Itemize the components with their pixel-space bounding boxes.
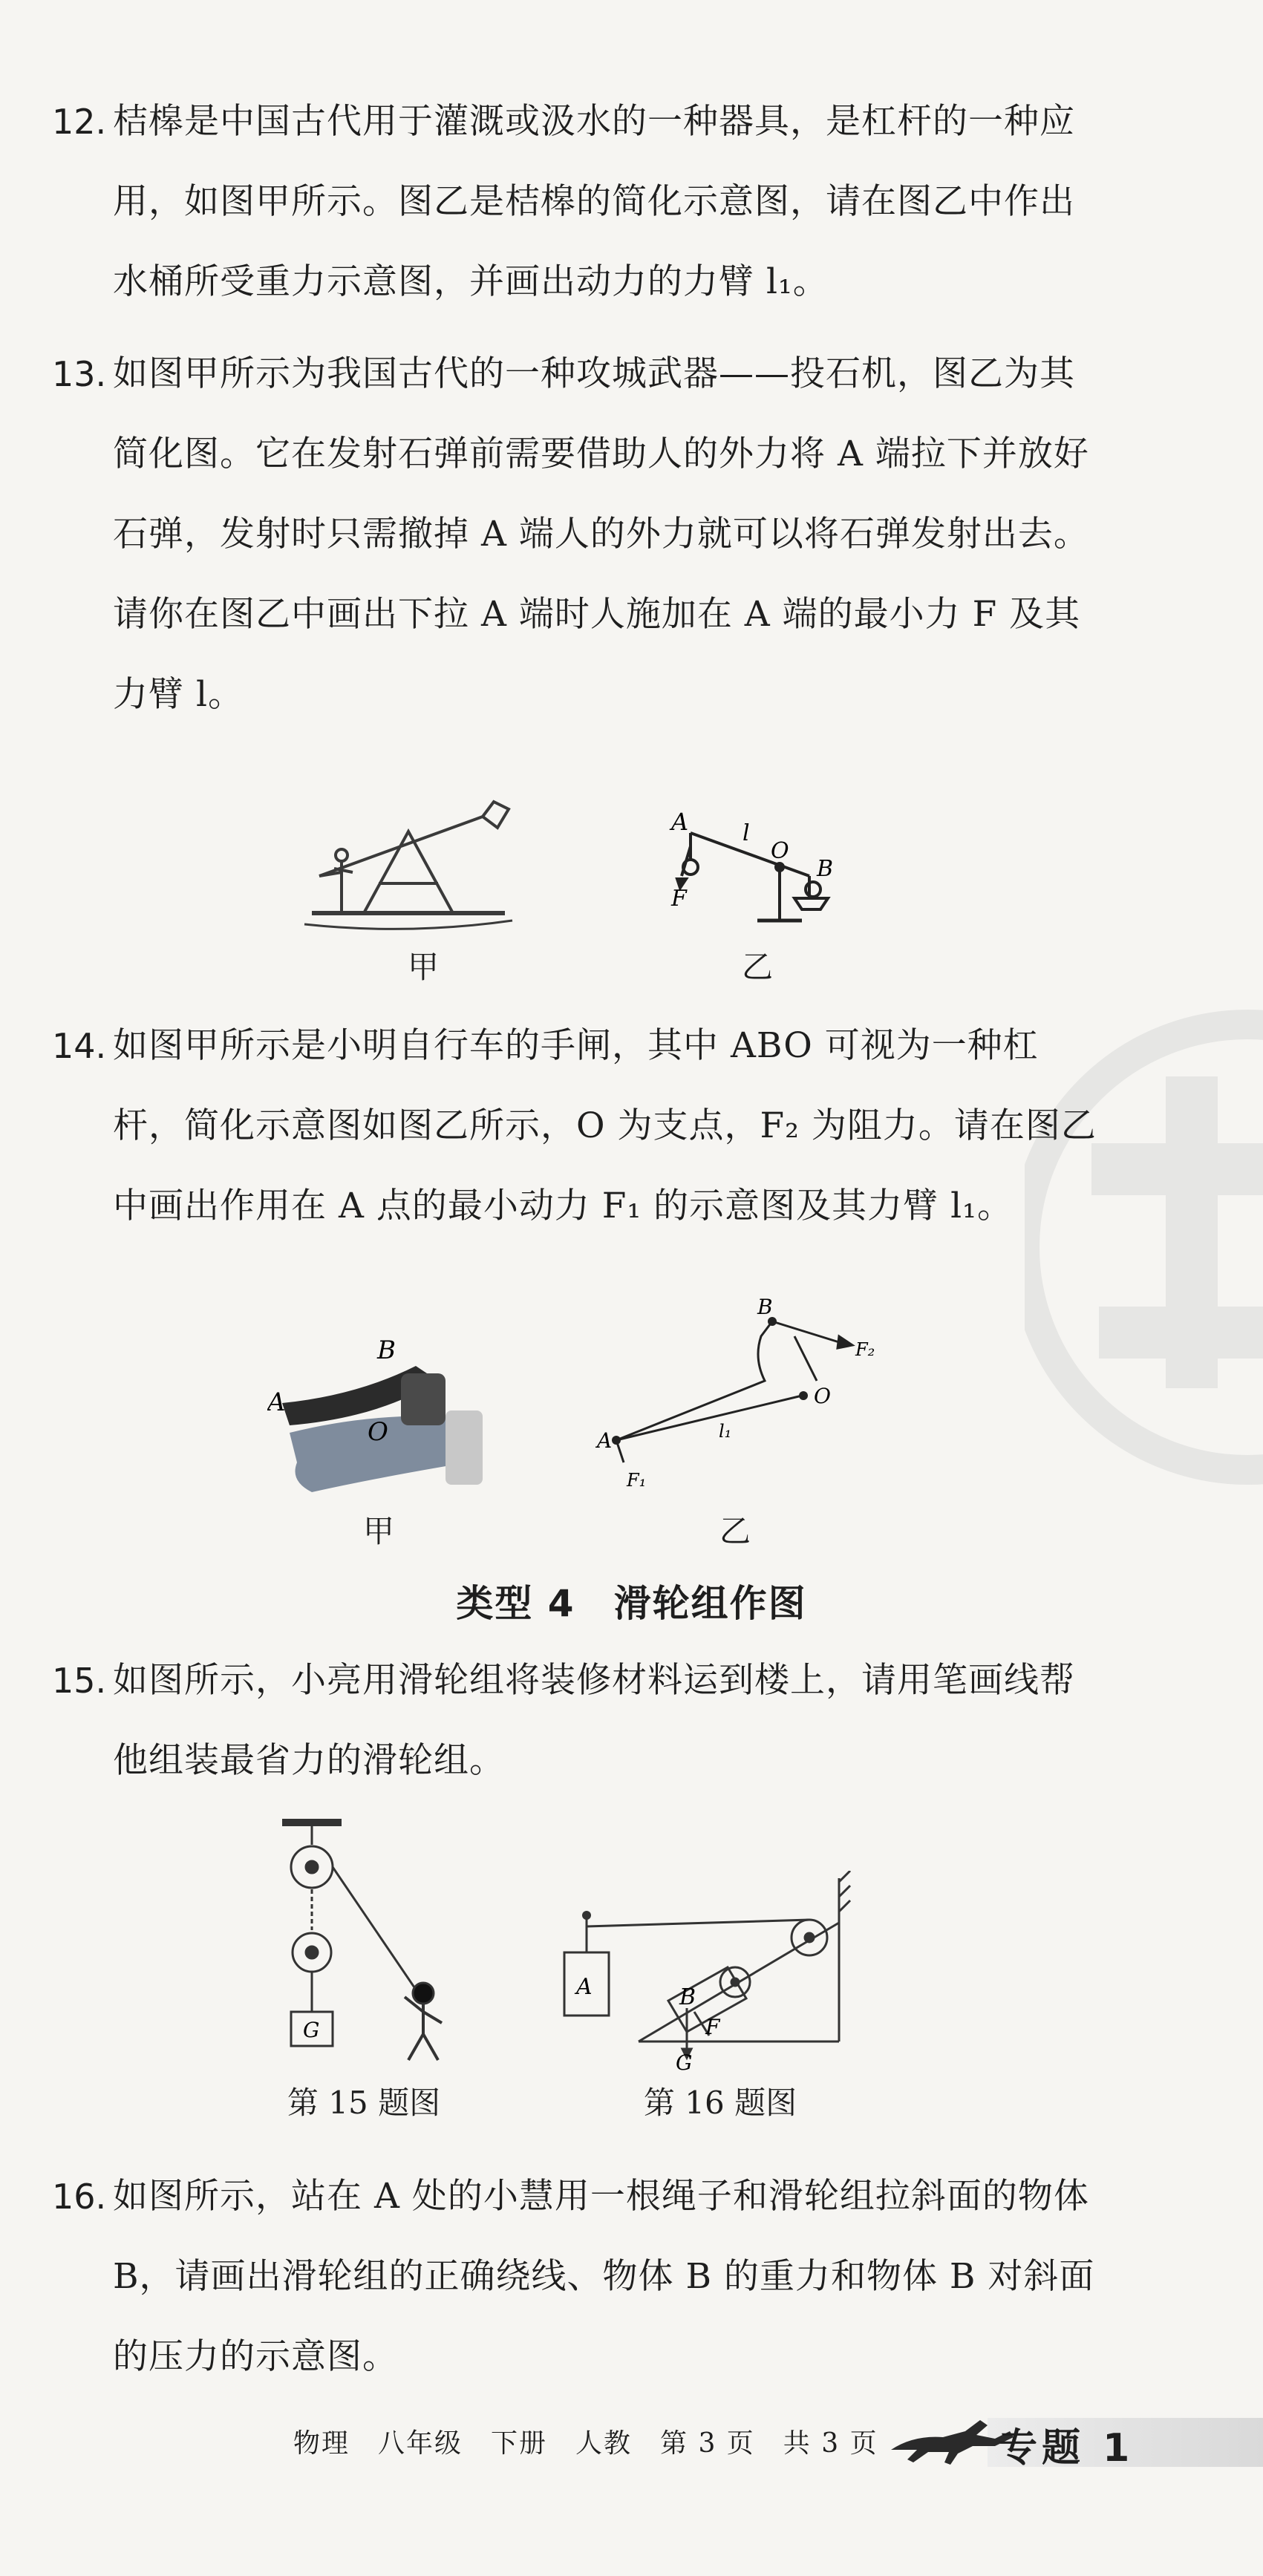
- question-text: 如图所示，站在 A 处的小慧用一根绳子和滑轮组拉斜面的物体 B，请画出滑轮组的正确绕线、物体 B 的重力和物体 B 对斜面的压力的示意图。: [113, 2176, 1095, 2377]
- pulley-figure-15: [275, 1811, 453, 2064]
- question-number: 13.: [52, 354, 107, 394]
- label-F1: F₁: [627, 1470, 647, 1491]
- figure-caption: 甲: [362, 1513, 394, 1549]
- question-text: 如图甲所示是小明自行车的手闸，其中 ABO 可视为一种杠杆，简化示意图如图乙所示，O 为支点，F₂ 为阻力。请在图乙中画出作用在 A 点的最小动力 F₁ 的示意图及其力臂 l₁。: [113, 1025, 1097, 1226]
- photo-label-B: B: [377, 1336, 396, 1365]
- label-O: O: [771, 838, 789, 864]
- label-B: B: [757, 1295, 773, 1319]
- label-F: F: [705, 2015, 720, 2039]
- label-A: A: [671, 808, 689, 836]
- figure-caption: 第 16 题图: [643, 2085, 797, 2121]
- horse-icon: [884, 2409, 1017, 2468]
- question-14: [52, 1006, 1106, 1246]
- pulley-figure-16: [557, 1871, 876, 2071]
- photo-label-O: O: [368, 1417, 388, 1447]
- figure-caption: 乙: [741, 949, 773, 985]
- question-12: [52, 82, 1106, 322]
- label-A: A: [576, 1974, 593, 2000]
- label-O: O: [814, 1384, 831, 1408]
- question-number: 12.: [52, 102, 107, 142]
- label-l1: l₁: [719, 1421, 732, 1442]
- question-number: 16.: [52, 2177, 107, 2217]
- label-B: B: [817, 856, 834, 882]
- figure-caption: 甲: [407, 949, 439, 985]
- label-A: A: [597, 1428, 613, 1453]
- label-F2: F₂: [855, 1339, 875, 1360]
- label-l: l: [743, 820, 750, 846]
- question-number: 14.: [52, 1026, 107, 1066]
- page-footer: [0, 2402, 1263, 2483]
- topic-label: 专题 1: [999, 2426, 1135, 2471]
- question-text: 如图甲所示为我国古代的一种攻城武器——投石机，图乙为其简化图。它在发射石弹前需要借助人的外力将 A 端拉下并放好石弹，发射时只需撤掉 A 端人的外力就可以将石弹发射出去。请你在图乙中画出下拉 A 端时人施加在 A 端的最小力 F 及其力臂 l。: [113, 353, 1089, 715]
- question-13: [52, 334, 1106, 735]
- label-G: G: [303, 2018, 320, 2042]
- label-G: G: [676, 2050, 693, 2071]
- figure-caption: 第 15 题图: [287, 2085, 441, 2121]
- photo-label-A: A: [267, 1387, 286, 1417]
- footer-info: 物理 八年级 下册 人教 第 3 页 共 3 页: [293, 2428, 878, 2459]
- question-text: 如图所示，小亮用滑轮组将装修材料运到楼上，请用笔画线帮他组装最省力的滑轮组。: [113, 1660, 1075, 1781]
- hand-brake-diagram: [594, 1292, 891, 1507]
- trebuchet-photo: [297, 787, 520, 943]
- label-B: B: [679, 1984, 696, 2010]
- label-F: F: [671, 886, 687, 912]
- question-16: [52, 2157, 1106, 2397]
- figure-caption: 乙: [719, 1513, 751, 1549]
- question-number: 15.: [52, 1661, 107, 1701]
- section-title: 类型 4 滑轮组作图: [456, 1582, 807, 1625]
- trebuchet-diagram: [661, 802, 869, 935]
- question-text: 桔槔是中国古代用于灌溉或汲水的一种器具，是杠杆的一种应用，如图甲所示。图乙是桔槔的简化示意图，请在图乙中作出水桶所受重力示意图，并画出动力的力臂 l₁。: [113, 101, 1075, 302]
- hand-brake-photo: [267, 1329, 490, 1507]
- question-15: [52, 1641, 1106, 1801]
